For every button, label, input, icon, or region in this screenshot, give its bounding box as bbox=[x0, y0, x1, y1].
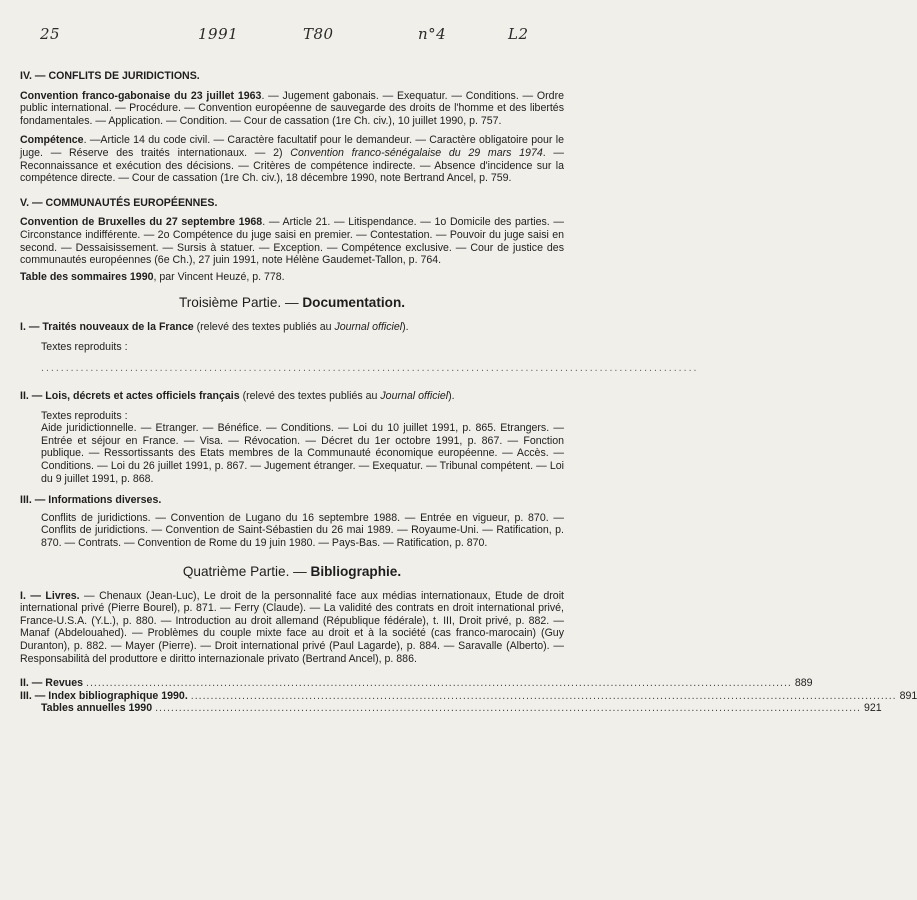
toc-leader-dots: ................................................................................................................................................................................... bbox=[190, 689, 897, 702]
subhead-bold: III. — Informations diverses. bbox=[20, 494, 162, 507]
entry-lead: Compétence bbox=[20, 134, 84, 147]
part3-iii-body: Conflits de juridictions. — Convention de Lugano du 16 septembre 1988. — Entrée en vigueur, p. 870. — Conflits de juridictions. — Convention de Saint-Sébastien du 26 mai 1989. — Royaume-Uni. — Ratification, p. 870. — Contrats. — Convention de Rome du 19 juin 1980. — Pays-Bas. — Ratification, p. 870. bbox=[41, 511, 564, 550]
part-three-title bbox=[20, 295, 564, 311]
subhead-italic: Journal officiel bbox=[334, 321, 403, 334]
toc-page: 921 bbox=[863, 702, 882, 715]
entry-text: . — Article 21. — Litispendance. — 1o Domicile des parties. — Circonstance indifférente. — 2o Compétence du juge saisi en premier. — Contestation. — Pouvoir du juge saisi en second. — Dessaisissement. — Sursis à statuer. — Exception. — Compétence exclusive. — Cour de justice des communautés européennes (6e Ch.), 27 juin 1991, note Hélène Gaudemet-Tallon, p. 764. bbox=[20, 216, 565, 267]
toc-label: III. — Index bibliographique 1990. bbox=[20, 689, 188, 702]
part4-i-livres bbox=[20, 590, 564, 666]
section-iv-heading: IV. — CONFLITS DE JURIDICTIONS. bbox=[20, 70, 200, 82]
toc-row-index bbox=[20, 689, 917, 703]
subhead-text: (relevé des textes publiés au bbox=[239, 390, 381, 403]
toc-label: Tables annuelles 1990 bbox=[41, 702, 153, 715]
entry-convention-bruxelles bbox=[20, 216, 564, 266]
handwritten-note-e: L2 bbox=[508, 25, 529, 43]
subhead-bold: II. — Lois, décrets et actes officiels français bbox=[20, 390, 240, 403]
entry-convention-franco-gabonaise bbox=[20, 90, 564, 128]
part3-i-heading bbox=[20, 321, 564, 334]
toc-label: II. — Revues bbox=[20, 677, 83, 690]
part-title-prefix: Quatrième Partie. — bbox=[182, 563, 311, 579]
toc-page: 889 bbox=[794, 677, 813, 690]
part3-iii-heading bbox=[20, 494, 564, 507]
subhead-bold: I. — Livres. bbox=[20, 589, 80, 602]
toc-row-revues bbox=[20, 677, 813, 690]
part3-i-dots: ..................................................................................................................................... bbox=[41, 361, 699, 374]
part-four-title bbox=[20, 564, 564, 580]
entry-table-des-sommaires bbox=[20, 271, 564, 284]
handwritten-note-c: T80 bbox=[303, 25, 334, 43]
part-title-main: Documentation. bbox=[302, 295, 406, 311]
subhead-bold: I. — Traités nouveaux de la France bbox=[20, 321, 194, 334]
toc-leader-dots: ................................................................................................................................................................................... bbox=[86, 677, 792, 690]
toc-row-tables bbox=[41, 702, 882, 715]
entry-lead: Convention franco-gabonaise du 23 juillet 1963 bbox=[20, 89, 262, 102]
handwritten-note-b: 1991 bbox=[198, 25, 239, 43]
part-title-main: Bibliographie. bbox=[310, 563, 402, 579]
document-page bbox=[20, 70, 917, 715]
part3-ii-heading bbox=[20, 390, 564, 403]
part-title-prefix: Troisième Partie. — bbox=[178, 295, 303, 311]
entry-lead: Convention de Bruxelles du 27 septembre 1968 bbox=[20, 216, 263, 229]
section-v-heading: V. — COMMUNAUTÉS EUROPÉENNES. bbox=[20, 196, 218, 209]
subhead-italic: Journal officiel bbox=[380, 390, 449, 403]
subhead-text: ). bbox=[402, 321, 409, 334]
toc-page: 891 bbox=[899, 689, 917, 702]
handwritten-note-d: n°4 bbox=[418, 25, 447, 43]
part3-ii-body: Aide juridictionnelle. — Etranger. — Bénéfice. — Conditions. — Loi du 10 juillet 1991, p. 865. Etrangers. — Entrée et séjour en France. — Visa. — Révocation. — Décret du 1er octobre 1991, p. 867. — Fonction publique. — Ressortissants des Etats membres de la Communauté économique européenne. — Accès. — Conditions. — Loi du 26 juillet 1991, p. 867. — Jugement étranger. — Exequatur. — Tribunal compétent. — Loi du 9 juillet 1991, p. 868. bbox=[41, 422, 564, 485]
part3-ii-textes-label: Textes reproduits : bbox=[41, 409, 128, 422]
handwritten-note-a: 25 bbox=[40, 25, 61, 43]
entry-text: . — Reconnaissance et exécution des décisions. — Critères de compétence indirecte. — Absence d'incidence sur la compétence directe. — Cour de cassation (1re Ch. civ.), 18 décembre 1990, note Bertrand Ancel, p. 759. bbox=[20, 146, 565, 185]
entry-text: . — Jugement gabonais. — Exequatur. — Conditions. — Ordre public international. — Procédure. — Convention européenne de sauvegarde des droits de l'homme et des libertés fondamentales. — Application. — Condition. — Cour de cassation (1re Ch. civ.), 10 juillet 1990, p. 757. bbox=[20, 89, 564, 127]
entry-text: — Chenaux (Jean-Luc), Le droit de la personnalité face aux médias internationaux, Etude de droit international privé (Pierre Bourel), p. 871. — Ferry (Claude). — La validité des contrats en droit international privé, France-U.S.A. (Y.L.), p. 880. — Introduction au droit allemand (République fédérale), t. III, Droit privé, p. 882. — Manaf (Abdelouahed). — Problèmes du couple mixte face au droit et à la société (cas franco-marocain) (Guy Duranton), p. 882. — Mayer (Pierre). — Droit international privé (Paul Lagarde), p. 884. — Saravalle (Alberto). — Responsabilità del produttore e diritto internazionale privato (Bertrand Ancel), p. 886. bbox=[20, 589, 564, 665]
subhead-text: ). bbox=[448, 390, 455, 403]
entry-lead: Table des sommaires 1990 bbox=[20, 270, 154, 283]
entry-italic: Convention franco-sénégalaise du 29 mars 1974 bbox=[290, 146, 543, 159]
entry-competence bbox=[20, 134, 564, 184]
toc-leader-dots: ................................................................................................................................................................................... bbox=[155, 702, 861, 715]
subhead-text: (relevé des textes publiés au bbox=[193, 321, 335, 334]
entry-text: . —Article 14 du code civil. — Caractère facultatif pour le demandeur. — Caractère obligatoire pour le juge. — Réserve des traités internationaux. — 2) bbox=[20, 134, 564, 159]
part3-i-textes-label: Textes reproduits : bbox=[41, 340, 128, 353]
entry-text: , par Vincent Heuzé, p. 778. bbox=[153, 270, 285, 283]
